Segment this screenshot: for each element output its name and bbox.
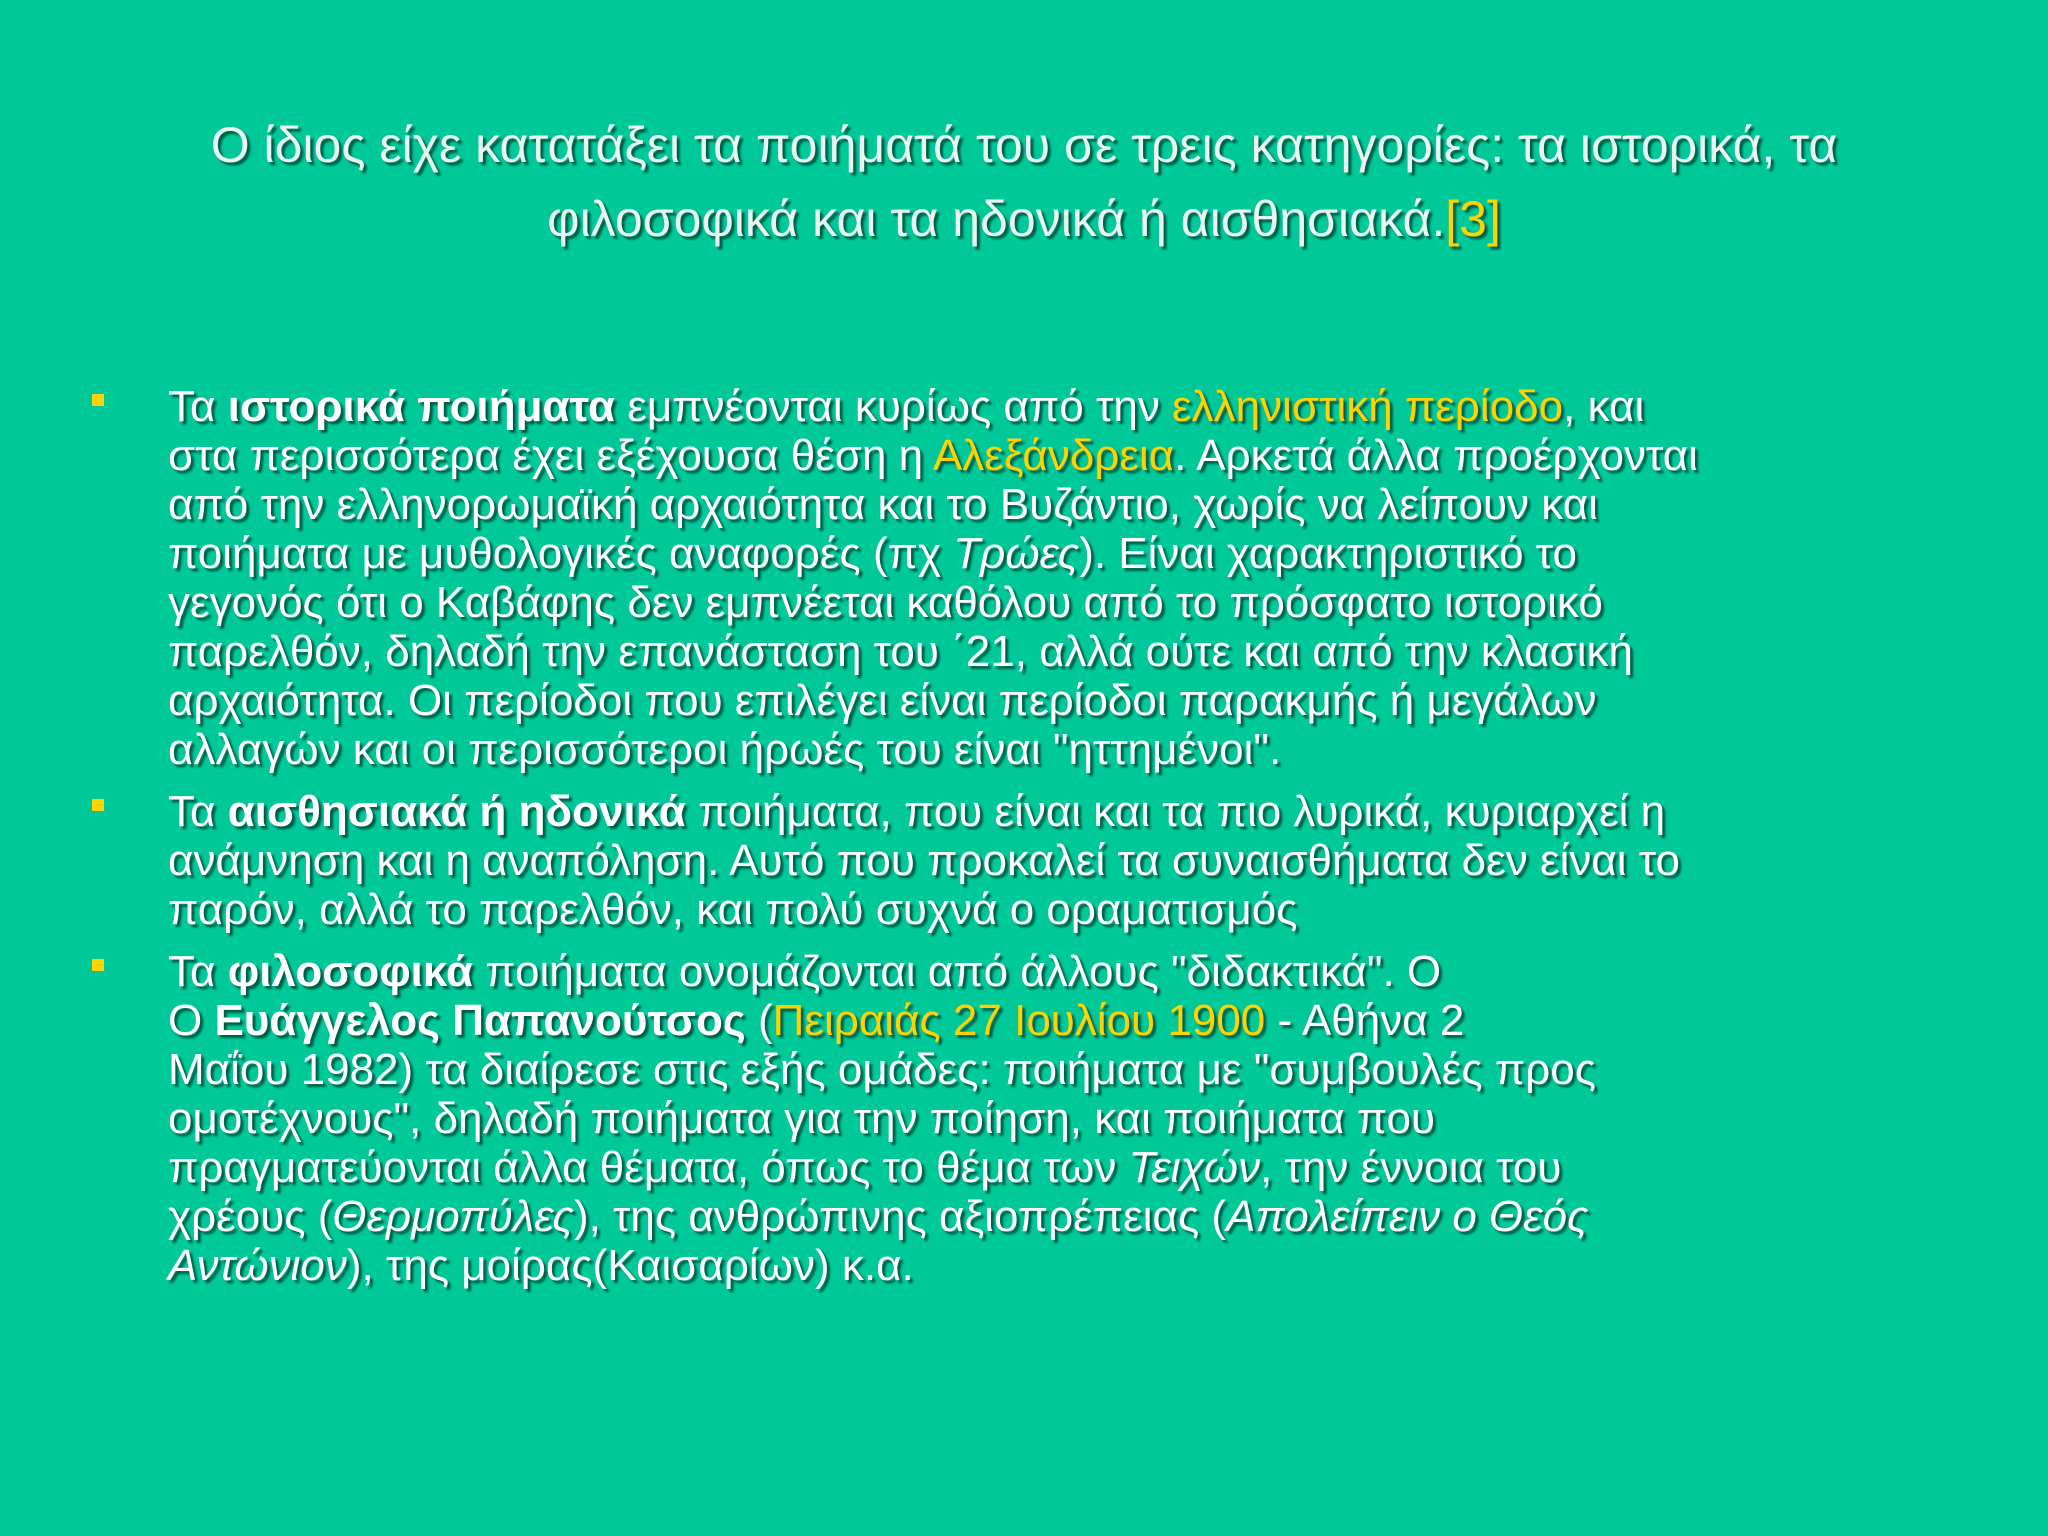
text-span: Τα bbox=[168, 382, 228, 431]
text-span: αρχαιότητα. Οι περίοδοι που επιλέγει είναι περίοδοι παρακμής ή μεγάλων bbox=[168, 676, 1597, 725]
text-line bbox=[168, 627, 1988, 676]
italic-title: Θερμοπύλες bbox=[332, 1192, 574, 1241]
italic-title: Απολείπειν ο Θεός bbox=[1226, 1192, 1589, 1241]
text-line bbox=[168, 1094, 1988, 1143]
text-span: Τα bbox=[168, 947, 228, 996]
bullet-philosophical bbox=[88, 947, 1988, 1290]
text-line bbox=[168, 1192, 1988, 1241]
text-line bbox=[168, 676, 1988, 725]
citation-link[interactable]: [3] bbox=[1445, 191, 1501, 247]
text-line bbox=[168, 836, 1988, 885]
text-span: Τα bbox=[168, 787, 228, 836]
text-span: ). Είναι χαρακτηριστικό το bbox=[1079, 529, 1578, 578]
text-span: ( bbox=[745, 996, 773, 1045]
bullet-sensual bbox=[88, 787, 1988, 934]
bullet-marker bbox=[92, 394, 104, 406]
text-span: Ο bbox=[168, 996, 215, 1045]
text-span: ποιήματα ονομάζονται από άλλους "διδακτικά". Ο bbox=[473, 947, 1442, 996]
text-span: στα περισσότερα έχει εξέχουσα θέση η bbox=[168, 431, 933, 480]
text-span: ανάμνηση και η αναπόληση. Αυτό που προκαλεί τα συναισθήματα δεν είναι το bbox=[168, 836, 1681, 885]
text-span: . Αρκετά άλλα προέρχονται bbox=[1174, 431, 1698, 480]
text-line bbox=[168, 947, 1988, 996]
text-line bbox=[168, 382, 1988, 431]
bullet-marker bbox=[92, 959, 104, 971]
text-span: παρόν, αλλά το παρελθόν, και πολύ συχνά ο οραματισμός bbox=[168, 885, 1298, 934]
bullet-historical bbox=[88, 382, 1988, 774]
text-span: παρελθόν, δηλαδή την επανάσταση του ΄21, αλλά ούτε και από την κλασική bbox=[168, 627, 1634, 676]
text-span: αλλαγών και οι περισσότεροι ήρωές του είναι "ηττημένοι". bbox=[168, 725, 1282, 774]
text-line bbox=[168, 529, 1988, 578]
text-span: ομοτέχνους", δηλαδή ποιήματα για την ποίηση, και ποιήματα που bbox=[168, 1094, 1436, 1143]
slide-title bbox=[70, 108, 1978, 256]
text-span: χρέους ( bbox=[168, 1192, 333, 1241]
text-line bbox=[168, 480, 1988, 529]
text-span: πραγματεύονται άλλα θέματα, όπως το θέμα των bbox=[168, 1143, 1129, 1192]
link-birth-date[interactable]: Πειραιάς 27 Ιουλίου 1900 bbox=[772, 996, 1266, 1045]
bullet-list bbox=[88, 382, 1988, 1303]
text-span: Μαΐου 1982) τα διαίρεσε στις εξής ομάδες: ποιήματα με "συμβουλές προς bbox=[168, 1045, 1596, 1094]
bold-term: ιστορικά ποιήματα bbox=[227, 382, 615, 431]
text-line bbox=[168, 1045, 1988, 1094]
text-line bbox=[168, 996, 1988, 1045]
bold-name: Ευάγγελος Παπανούτσος bbox=[214, 996, 746, 1045]
title-line-1: Ο ίδιος είχε κατατάξει τα ποιήματά του σε τρεις κατηγορίες: τα ιστορικά, τα bbox=[210, 117, 1838, 173]
link-hellenistic-period[interactable]: ελληνιστική περίοδο bbox=[1172, 382, 1564, 431]
text-span: γεγονός ότι ο Καβάφης δεν εμπνέεται καθόλου από το πρόσφατο ιστορικό bbox=[168, 578, 1603, 627]
bullet-marker bbox=[92, 799, 104, 811]
bold-term: φιλοσοφικά bbox=[227, 947, 474, 996]
text-line bbox=[168, 725, 1988, 774]
text-span: εμπνέονται κυρίως από την bbox=[615, 382, 1173, 431]
title-line-2-text: φιλοσοφικά και τα ηδονικά ή αισθησιακά. bbox=[547, 191, 1446, 247]
text-line bbox=[168, 885, 1988, 934]
italic-title: Τρώες bbox=[953, 529, 1080, 578]
text-span: από την ελληνορωμαϊκή αρχαιότητα και το Βυζάντιο, χωρίς να λείπουν και bbox=[168, 480, 1598, 529]
text-span: , την έννοια του bbox=[1260, 1143, 1562, 1192]
text-span: , και bbox=[1563, 382, 1645, 431]
text-span: ), της ανθρώπινης αξιοπρέπειας ( bbox=[573, 1192, 1227, 1241]
text-line bbox=[168, 431, 1988, 480]
italic-title: Τειχών bbox=[1128, 1143, 1261, 1192]
title-line-2 bbox=[70, 182, 1978, 256]
text-span: ποιήματα με μυθολογικές αναφορές (πχ bbox=[168, 529, 954, 578]
link-alexandria[interactable]: Αλεξάνδρεια bbox=[932, 431, 1175, 480]
text-line bbox=[168, 578, 1988, 627]
text-span: ), της μοίρας(Καισαρίων) κ.α. bbox=[346, 1241, 914, 1290]
italic-title: Αντώνιον bbox=[168, 1241, 347, 1290]
text-span: - Αθήνα 2 bbox=[1265, 996, 1465, 1045]
text-span: ποιήματα, που είναι και τα πιο λυρικά, κυριαρχεί η bbox=[685, 787, 1666, 836]
text-line bbox=[168, 787, 1988, 836]
bold-term: αισθησιακά ή ηδονικά bbox=[227, 787, 686, 836]
text-line bbox=[168, 1241, 1988, 1290]
text-line bbox=[168, 1143, 1988, 1192]
